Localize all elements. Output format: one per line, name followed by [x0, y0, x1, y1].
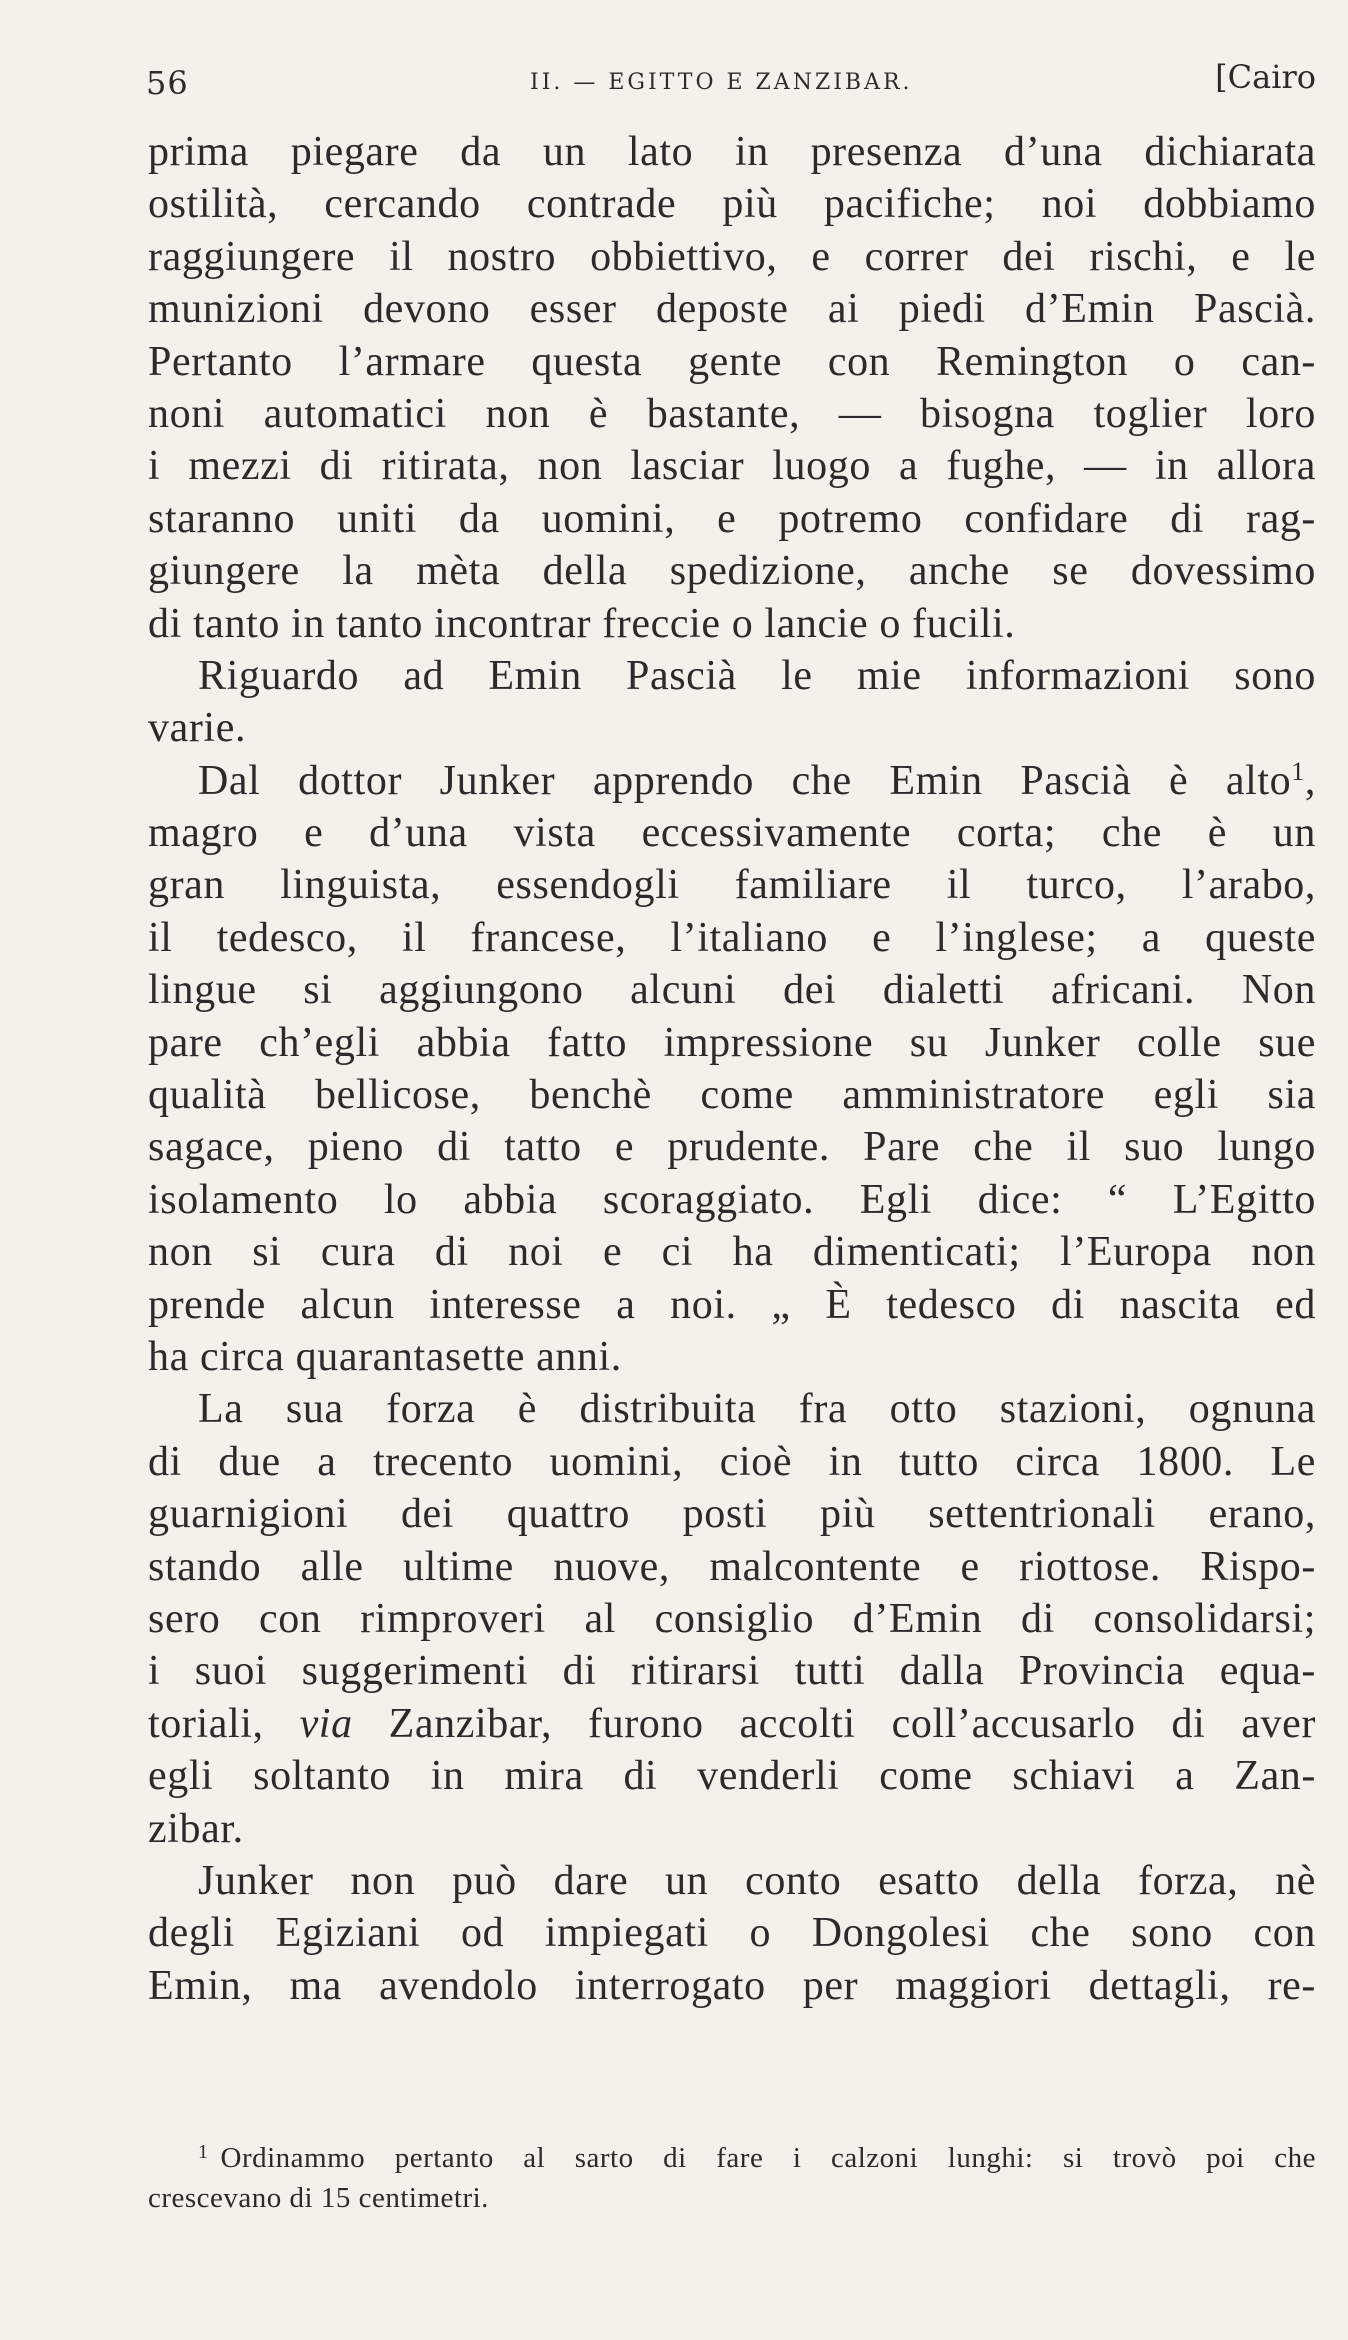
- text-line: staranno uniti da uomini, e potremo confidare di rag-: [148, 495, 1316, 542]
- italic-word: via: [299, 1700, 353, 1747]
- page-header: [146, 58, 1316, 114]
- text-line-with-footnote: [148, 755, 1316, 807]
- footnote-number: 1: [198, 2141, 209, 2163]
- text-line: stando alle ultime nuove, malcontente e riottose. Rispo-: [148, 1543, 1316, 1590]
- text-line: ha circa quarantasette anni.: [148, 1333, 622, 1380]
- text-line: lingue si aggiungono alcuni dei dialetti africani. Non: [148, 967, 1316, 1014]
- text-fragment: Dal dottor Junker apprendo che Emin Pascià è alto: [198, 757, 1292, 804]
- text-line: sero con rimproveri al consiglio d’Emin di consolidarsi;: [148, 1595, 1316, 1642]
- text-line: qualità bellicose, benchè come amministratore egli sia: [148, 1072, 1316, 1119]
- text-line: di due a trecento uomini, cioè in tutto circa 1800. Le: [148, 1438, 1316, 1485]
- page-number: 56: [146, 64, 189, 102]
- text-line: egli soltanto in mira di venderli come schiavi a Zan-: [148, 1753, 1316, 1800]
- text-line: degli Egiziani od impiegati o Dongolesi che sono con: [148, 1910, 1316, 1957]
- footnote: [148, 2140, 1316, 2180]
- text-line: non si cura di noi e ci ha dimenticati; l’Europa non: [148, 1229, 1316, 1276]
- text-line: noni automatici non è bastante, — bisogna toglier loro: [148, 390, 1316, 437]
- text-line: varie.: [148, 705, 247, 752]
- text-line: di tanto in tanto incontrar freccie o lancie o fucili.: [148, 600, 1016, 647]
- text-line: ostilità, cercando contrade più pacifiche; noi dobbiamo: [148, 181, 1316, 228]
- text-fragment: toriali,: [148, 1700, 264, 1747]
- text-line: Emin, ma avendolo interrogato per maggiori dettagli, re-: [148, 1962, 1316, 2009]
- text-line: isolamento lo abbia scoraggiato. Egli dice: “ L’Egitto: [148, 1176, 1316, 1223]
- text-line: gran linguista, essendogli familiare il turco, l’arabo,: [148, 862, 1316, 909]
- text-line: Pertanto l’armare questa gente con Remington o can-: [148, 338, 1316, 385]
- text-line-with-italic: [148, 1698, 1316, 1750]
- text-line: La sua forza è distribuita fra otto stazioni, ognuna: [198, 1386, 1316, 1433]
- text-line: i suoi suggerimenti di ritirarsi tutti dalla Provincia equa-: [148, 1648, 1316, 1695]
- text-fragment: ,: [1304, 757, 1316, 804]
- text-line: il tedesco, il francese, l’italiano e l’inglese; a queste: [148, 914, 1316, 961]
- running-title: II. — EGITTO E ZANZIBAR.: [530, 70, 913, 95]
- text-line: prima piegare da un lato in presenza d’una dichiarata: [148, 129, 1316, 175]
- footnote-reference: 1: [1291, 756, 1305, 786]
- footnote-continuation: crescevano di 15 centimetri.: [148, 2182, 489, 2214]
- text-line: munizioni devono esser deposte ai piedi d’Emin Pascià.: [148, 286, 1316, 333]
- text-line: zibar.: [148, 1805, 244, 1852]
- footnote-text: Ordinammo pertanto al sarto di fare i calzoni lunghi: si trovò poi che: [220, 2142, 1316, 2174]
- text-line: raggiungere il nostro obbiettivo, e correr dei rischi, e le: [148, 233, 1316, 280]
- text-line: Riguardo ad Emin Pascià le mie informazioni sono: [198, 652, 1316, 699]
- body-text: [148, 126, 1316, 2012]
- text-line: giungere la mèta della spedizione, anche se dovessimo: [148, 548, 1316, 595]
- text-line: magro e d’una vista eccessivamente corta; che è un: [148, 810, 1316, 857]
- text-line: sagace, pieno di tatto e prudente. Pare che il suo lungo: [148, 1124, 1316, 1171]
- text-fragment: Zanzibar, furono accolti coll’accusarlo di aver: [388, 1700, 1316, 1747]
- text-line: pare ch’egli abbia fatto impressione su Junker colle sue: [148, 1019, 1316, 1066]
- footnotes: [148, 2140, 1316, 2217]
- text-line: guarnigioni dei quattro posti più settentrionali erano,: [148, 1491, 1316, 1538]
- running-place: [Cairo: [1215, 58, 1316, 96]
- text-line: prende alcun interesse a noi. „ È tedesco di nascita ed: [148, 1281, 1316, 1328]
- text-line: Junker non può dare un conto esatto della forza, nè: [198, 1857, 1316, 1904]
- text-line: i mezzi di ritirata, non lasciar luogo a fughe, — in allora: [148, 443, 1316, 490]
